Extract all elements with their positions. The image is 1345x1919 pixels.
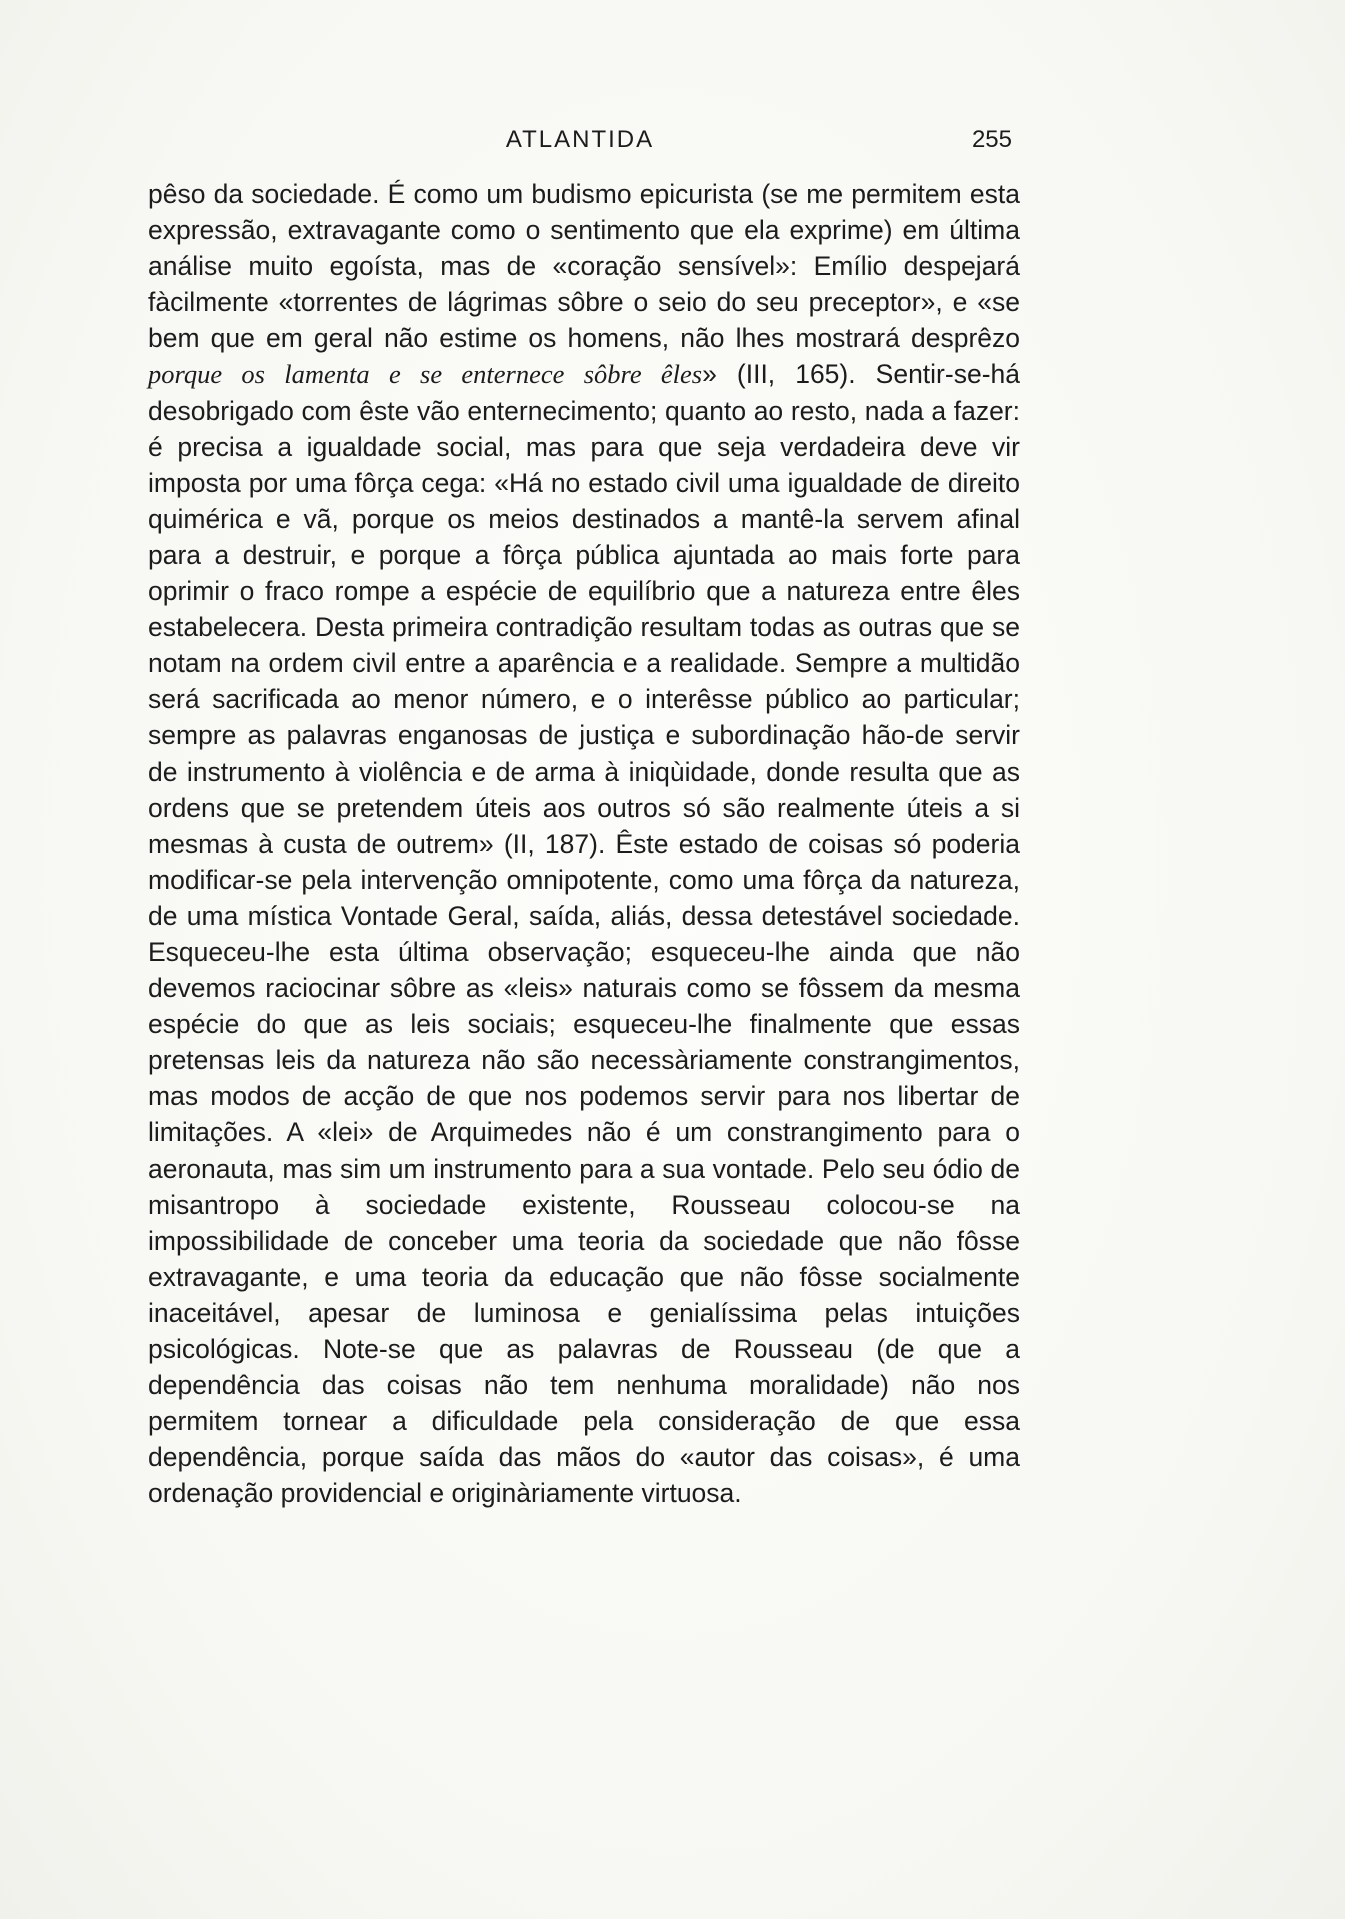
page-header	[148, 122, 1012, 158]
body-paragraph	[148, 176, 1020, 1511]
page-number: 255	[971, 126, 1012, 153]
body-text-segment: pêso da sociedade. É como um budismo epicurista (se me permitem esta expressão, extravagante como o sentimento que ela exprime) em última análise muito egoísta, mas de «coração sensível»: Emílio despejará fàcilmente «torrentes de lágrimas sôbre o seio do seu preceptor», e «se bem que em geral não estime os homens, não lhes mostrará desprêzo	[148, 179, 1020, 354]
running-title: ATLANTIDA	[505, 126, 655, 153]
body-text-segment: » (III, 165). Sentir-se-há desobrigado com êste vão enternecimento; quanto ao resto, nada a fazer: é precisa a igualdade social, mas para que seja verdadeira deve vir imposta por uma fôrça cega: «Há no estado civil uma igualdade de direito quimérica e vã, porque os meios destinados a mantê-la servem afinal para a destruir, e porque a fôrça pública ajuntada ao mais forte para oprimir o fraco rompe a espécie de equilíbrio que a natureza entre êles estabelecera. Desta primeira contradição resultam todas as outras que se notam na ordem civil entre a aparência e a realidade. Sempre a multidão será sacrificada ao menor número, e o interêsse público ao particular; sempre as palavras enganosas de justiça e subordinação hão-de servir de instrumento à violência e de arma à iniqùidade, donde resulta que as ordens que se pretendem úteis aos outros só são realmente úteis a si mesmas à custa de outrem» (II, 187). Êste estado de coisas só poderia modificar-se pela intervenção omnipotente, como uma fôrça da natureza, de uma mística Vontade Geral, saída, aliás, dessa detestável sociedade. Esqueceu-lhe esta última observação; esqueceu-lhe ainda que não devemos raciocinar sôbre as «leis» naturais como se fôssem da mesma espécie do que as leis sociais; esqueceu-lhe finalmente que essas pretensas leis da natureza não são necessàriamente constrangimentos, mas modos de acção de que nos podemos servir para nos libertar de limitações. A «lei» de Arquimedes não é um constrangimento para o aeronauta, mas sim um instrumento para a sua vontade. Pelo seu ódio de misantropo à sociedade existente, Rousseau colocou-se na impossibilidade de conceber uma teoria da sociedade que não fôsse extravagante, e uma teoria da educação que não fôsse socialmente inaceitável, apesar de luminosa e genialíssima pelas intuições psicológicas. Note-se que as palavras de Rousseau (de que a dependência das coisas não tem nenhuma moralidade) não nos permitem tornear a dificuldade pela consideração de que essa dependência, porque saída das mãos do «autor das coisas», é uma ordenação providencial e originàriamente virtuosa.	[148, 359, 1020, 1509]
italic-quote: porque os lamenta e se enternece sôbre êles	[148, 359, 703, 390]
